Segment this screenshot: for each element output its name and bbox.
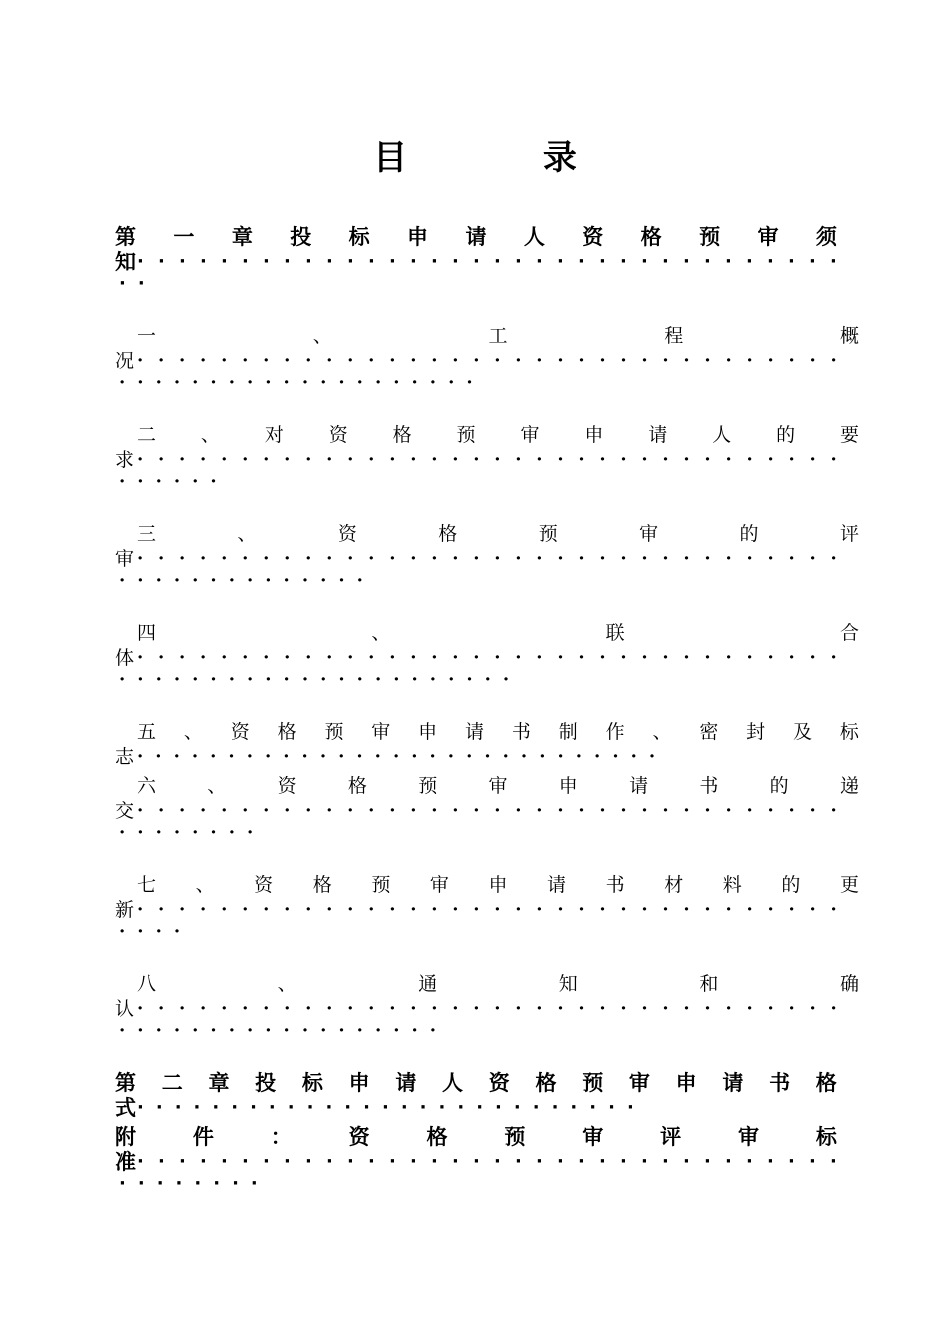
toc-heading-char: 、 (183, 721, 203, 743)
toc-entry[interactable] (115, 720, 859, 774)
toc-heading-char: 投 (255, 1071, 277, 1095)
leader-dots: · · · · · · · · · · · · · · · · · · · · · · · · · · · · · · · · · · (137, 1153, 837, 1172)
toc-heading-char: 标 (348, 225, 370, 249)
leader-dots-tail: · · · · · · · · (119, 1175, 258, 1194)
toc-heading-char: 申 (348, 1071, 370, 1095)
toc-entry-heading (115, 972, 859, 997)
toc-heading-char: 、 (195, 874, 215, 896)
toc-heading-char: 材 (664, 874, 684, 896)
toc-heading-char: 确 (839, 973, 859, 995)
toc-heading-char: 评 (839, 523, 859, 545)
toc-heading-char: 六 (137, 775, 157, 797)
toc-heading-char: 审 (738, 1125, 759, 1149)
toc-entry[interactable] (115, 873, 859, 972)
toc-heading-char: 请 (465, 721, 485, 743)
toc-heading-char: 请 (465, 225, 487, 249)
toc-heading-char: 申 (418, 721, 438, 743)
leader-dots-tail: · · · · · · · · (119, 824, 254, 843)
toc-heading-char: 的 (781, 874, 801, 896)
toc-heading-char: 件 (192, 1125, 214, 1149)
toc-heading-char: 格 (815, 1071, 837, 1095)
toc-heading-char: 合 (839, 622, 859, 644)
toc-heading-char: 预 (456, 424, 476, 446)
toc-heading-char: 书 (699, 775, 719, 797)
toc-entry-heading (115, 225, 837, 250)
toc-heading-char: 请 (648, 424, 668, 446)
toc-entry[interactable] (115, 225, 837, 324)
toc-heading-char: 八 (137, 973, 157, 995)
toc-heading-char: 审 (520, 424, 540, 446)
toc-heading-char: 制 (558, 721, 578, 743)
toc-heading-char: 书 (605, 874, 625, 896)
toc-heading-char: 申 (488, 874, 508, 896)
leader-dots-tail: · · · · · · · · · · · · · · · · · · · · · · (119, 671, 510, 690)
toc-heading-last-char: 体 (115, 647, 135, 669)
toc-entry-heading (115, 720, 859, 745)
toc-heading-char: 概 (839, 325, 859, 347)
leader-dots-tail: · · (119, 275, 145, 294)
toc-heading-char: 标 (301, 1071, 323, 1095)
toc-heading-char: 审 (488, 775, 508, 797)
leader-dots: · · · · · · · · · · · · · · · · · · · · · · · · · · · · · · · · · · (137, 901, 837, 920)
toc-heading-char: 密 (699, 721, 719, 743)
toc-heading-char: 通 (418, 973, 438, 995)
toc-entry[interactable] (115, 972, 859, 1071)
toc-heading-char: 请 (629, 775, 649, 797)
toc-entry[interactable] (115, 621, 859, 720)
toc-heading-char: 章 (231, 225, 253, 249)
toc-heading-char: 资 (328, 424, 348, 446)
toc-heading-char: 一 (173, 225, 195, 249)
toc-heading-char: 书 (769, 1071, 791, 1095)
toc-heading-char: 预 (418, 775, 438, 797)
toc-heading-char: 人 (442, 1071, 464, 1095)
toc-heading-char: 书 (511, 721, 531, 743)
toc-heading-char: 七 (137, 874, 157, 896)
toc-heading-char: 预 (699, 225, 721, 249)
toc-heading-char: 附 (115, 1125, 136, 1149)
toc-entry[interactable] (115, 522, 859, 621)
toc-heading-char: 五 (137, 721, 157, 743)
toc-heading-char: 预 (324, 721, 344, 743)
leader-dots-tail: · · · · · · · · · · · · · · · · · · · · (119, 374, 473, 393)
leader-dots: · · · · · · · · · · · · · · · · · · · · · · · · · · · · · · · · · · (137, 802, 837, 821)
toc-heading-char: 审 (639, 523, 659, 545)
toc-entry-heading (115, 324, 859, 349)
toc-heading-char: 第 (115, 1071, 136, 1095)
page-title: 目 录 (373, 138, 639, 178)
toc-heading-char: 、 (652, 721, 672, 743)
toc-heading-char: 第 (115, 225, 136, 249)
toc-heading-char: 申 (584, 424, 604, 446)
toc-entry-heading (115, 1071, 837, 1096)
toc-heading-last-char: 求 (115, 449, 135, 471)
toc-heading-char: 请 (722, 1071, 744, 1095)
toc-heading-char: 三 (137, 523, 157, 545)
toc-heading-char: 资 (488, 1071, 510, 1095)
toc-heading-char: 资 (337, 523, 357, 545)
toc-heading-last-char: 准 (115, 1150, 136, 1174)
toc-heading-char: 资 (230, 721, 250, 743)
toc-heading-char: 及 (793, 721, 813, 743)
toc-heading-char: 递 (839, 775, 859, 797)
toc-heading-last-char: 认 (115, 998, 135, 1020)
toc-heading-char: 的 (739, 523, 759, 545)
toc-heading-char: 评 (660, 1125, 682, 1149)
toc-entry-heading (115, 774, 859, 799)
toc-heading-char: 预 (371, 874, 391, 896)
leader-dots-tail: · · · · · · · · · · · · · · · · · · (119, 1022, 437, 1041)
toc-heading-char: 资 (582, 225, 604, 249)
toc-heading-char: 格 (392, 424, 412, 446)
toc-entry-heading (115, 621, 859, 646)
toc-heading-char: 审 (582, 1125, 604, 1149)
leader-dots: · · · · · · · · · · · · · · · · · · · · · · · · · · · · · · · · · · (137, 352, 837, 371)
toc-heading-char: 要 (839, 424, 859, 446)
table-of-contents (115, 225, 859, 1224)
toc-heading-char: 审 (628, 1071, 650, 1095)
toc-heading-char: 对 (264, 424, 284, 446)
toc-heading-char: 、 (277, 973, 297, 995)
toc-heading-char: 审 (429, 874, 449, 896)
toc-heading-char: 预 (582, 1071, 604, 1095)
toc-heading-char: 二 (137, 424, 157, 446)
toc-heading-char: 申 (558, 775, 578, 797)
toc-heading-last-char: 式 (115, 1096, 136, 1120)
toc-heading-char: 审 (371, 721, 391, 743)
leader-dots-tail: · · · · · · · · · · · · · · (119, 572, 363, 591)
toc-heading-char: 章 (208, 1071, 230, 1095)
toc-heading-char: 联 (605, 622, 625, 644)
toc-heading-char: 资 (348, 1125, 370, 1149)
leader-dots-tail: · · · · (119, 923, 181, 942)
toc-heading-last-char: 知 (115, 250, 136, 274)
leader-dots: · · · · · · · · · · · · · · · · · · · · · · · · · · · · · · · · · · (137, 550, 837, 569)
toc-heading-char: 审 (757, 225, 779, 249)
toc-heading-char: 人 (523, 225, 545, 249)
toc-heading-char: 和 (699, 973, 719, 995)
toc-heading-char: 格 (640, 225, 662, 249)
toc-entry-heading (115, 522, 859, 547)
toc-heading-char: 申 (407, 225, 429, 249)
toc-entry[interactable] (115, 324, 859, 423)
toc-heading-char: 资 (277, 775, 297, 797)
toc-heading-char: 格 (277, 721, 297, 743)
leader-dots-tail: · · · · · · (119, 473, 217, 492)
toc-entry-heading (115, 423, 859, 448)
toc-heading-char: 封 (746, 721, 766, 743)
toc-heading-char: 格 (347, 775, 367, 797)
toc-heading-char: 的 (776, 424, 796, 446)
toc-entry-heading (115, 1125, 837, 1150)
leader-dots: · · · · · · · · · · · · · · · · · · · · · · · · · · · · · (137, 748, 656, 767)
toc-heading-char: 知 (558, 973, 578, 995)
toc-heading-char: 资 (254, 874, 274, 896)
toc-entry[interactable] (115, 423, 859, 522)
toc-heading-char: 格 (535, 1071, 557, 1095)
toc-heading-char: ： (270, 1125, 292, 1149)
leader-dots: · · · · · · · · · · · · · · · · · · · · · · · · · · · (137, 1099, 634, 1118)
toc-heading-char: 、 (312, 325, 332, 347)
toc-heading-char: 、 (237, 523, 257, 545)
toc-heading-char: 格 (312, 874, 332, 896)
toc-heading-char: 须 (815, 225, 837, 249)
toc-heading-char: 更 (839, 874, 859, 896)
toc-heading-last-char: 新 (115, 899, 135, 921)
toc-heading-char: 作 (605, 721, 625, 743)
toc-heading-char: 、 (371, 622, 391, 644)
toc-heading-char: 预 (538, 523, 558, 545)
toc-heading-char: 预 (504, 1125, 526, 1149)
toc-heading-char: 请 (547, 874, 567, 896)
leader-dots: · · · · · · · · · · · · · · · · · · · · · · · · · · · · · · · · · · (137, 1000, 837, 1019)
toc-entry[interactable] (115, 774, 859, 873)
toc-heading-char: 、 (200, 424, 220, 446)
toc-heading-char: 的 (769, 775, 789, 797)
toc-heading-char: 、 (207, 775, 227, 797)
toc-heading-char: 四 (137, 622, 157, 644)
toc-heading-last-char: 志 (115, 746, 135, 768)
toc-heading-char: 二 (161, 1071, 183, 1095)
toc-heading-char: 标 (815, 1125, 837, 1149)
toc-heading-char: 料 (722, 874, 742, 896)
toc-entry[interactable] (115, 1125, 837, 1224)
toc-heading-char: 格 (426, 1125, 448, 1149)
toc-heading-last-char: 审 (115, 548, 135, 570)
leader-dots: · · · · · · · · · · · · · · · · · · · · · · · · · · · · · · · · · · (137, 451, 837, 470)
toc-heading-char: 请 (395, 1071, 417, 1095)
toc-entry[interactable] (115, 1071, 837, 1125)
toc-heading-char: 投 (290, 225, 312, 249)
toc-heading-char: 一 (137, 325, 157, 347)
toc-heading-char: 标 (839, 721, 859, 743)
toc-entry-heading (115, 873, 859, 898)
leader-dots: · · · · · · · · · · · · · · · · · · · · · · · · · · · · · · · · · · (137, 649, 837, 668)
toc-heading-last-char: 交 (115, 800, 135, 822)
toc-heading-char: 人 (712, 424, 732, 446)
toc-heading-char: 工 (488, 325, 508, 347)
leader-dots: · · · · · · · · · · · · · · · · · · · · · · · · · · · · · · · · · · (137, 253, 837, 272)
toc-heading-char: 申 (675, 1071, 697, 1095)
toc-heading-char: 格 (438, 523, 458, 545)
toc-heading-last-char: 况 (115, 350, 135, 372)
toc-heading-char: 程 (664, 325, 684, 347)
